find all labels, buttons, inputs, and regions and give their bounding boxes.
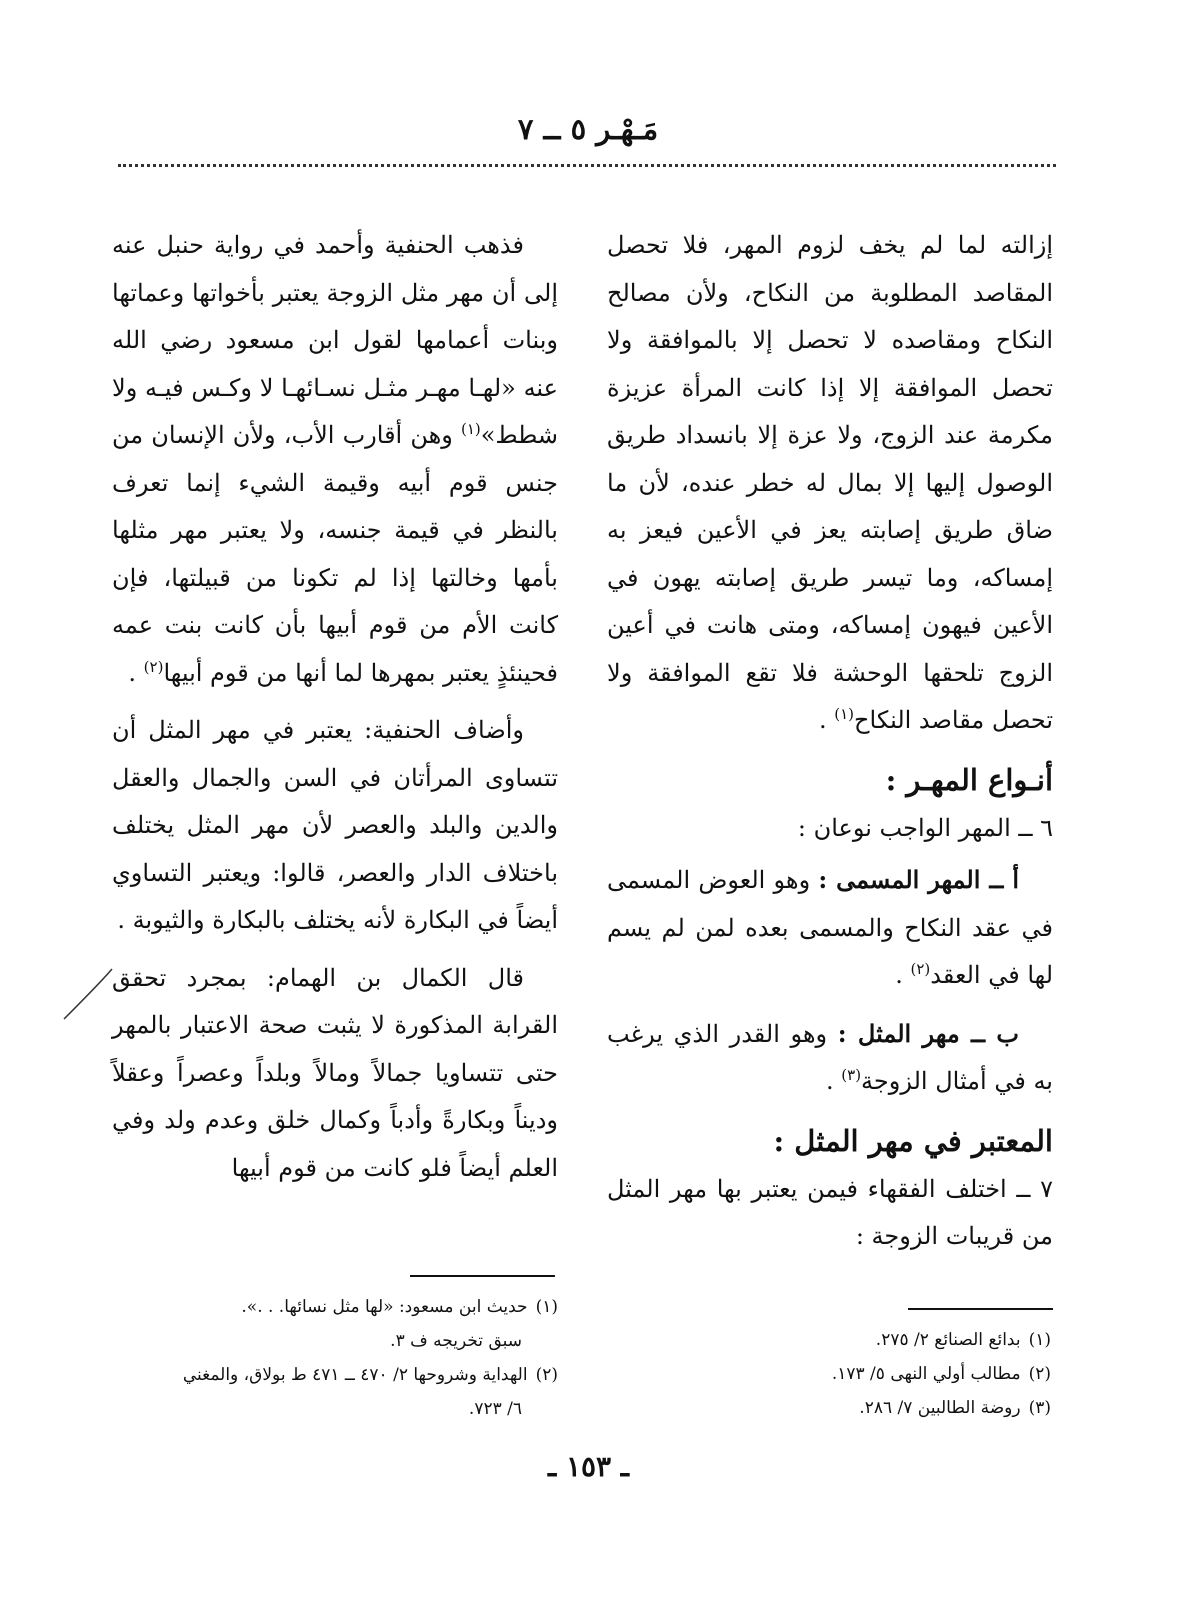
paragraph-text: وهن أقارب الأب، ولأن الإنسان من جنس قوم أبيه وقيمة الشيء إنما تعرف بالنظر في قيمة جنسه، ولا يعتبر مهر مثلها بأمها وخالتها إذا لم تكونا من قبيلتها، فإن كانت الأم من قوم أبيها بأن كانت بنت عمه فحينئذٍ يعتبر بمهرها لما أنها من قوم أبيها	[112, 421, 558, 687]
footnote-text: روضة الطالبين ٧/ ٢٨٦.	[859, 1398, 1021, 1418]
footnote-ref[interactable]: (١)	[460, 420, 481, 438]
footnote-number: (٣)	[1028, 1398, 1051, 1418]
footnotes-right	[601, 1323, 1051, 1425]
paragraph-text: فذهب الحنفية وأحمد في رواية حنبل عنه إلى أن مهر مثل الزوجة يعتبر بأخواتها وعماتها وبنات أعمامها لقول ابن مسعود رضي الله عنه «لهـا مهـر مثـل نسـائهـا لا وكـس فيـه ولا شطط»	[112, 231, 558, 449]
footnote-continuation: سبق تخريجه ف ٣.	[390, 1331, 522, 1351]
footnote-ref[interactable]: (٣)	[841, 1066, 862, 1084]
paragraph-text: وهو القدر الذي يرغب به في أمثال الزوجة	[607, 1019, 1053, 1095]
footnote-number: (١)	[1028, 1330, 1051, 1350]
term-label: أ ــ المهر المسمى :	[818, 865, 1019, 894]
paragraph: ٦ ــ المهر الواجب نوعان :	[797, 813, 1053, 842]
footnote	[601, 1323, 1051, 1357]
footnote-number: (٢)	[1028, 1364, 1051, 1384]
punctuation: .	[895, 961, 911, 989]
paragraph-text: إزالته لما لم يخف لزوم المهر، فلا تحصل المقاصد المطلوبة من النكاح، ولأن مصالح النكاح ومقاصده لا تحصل إلا بالموافقة ولا تحصل الموافقة إلا إذا كانت المرأة عزيزة مكرمة عند الزوج، ولا عزة إلا بانسداد طريق الوصول إليها إلا بمال له خطر عنده، لأن ما ضاق طريق إصابته يعز في الأعين فيعز به إمساكه، وما تيسر طريق إصابته يهون في الأعين فيهون إمساكه، ومتى هانت في أعين الزوج تلحقها الوحشة فلا تقع الموافقة ولا تحصل مقاصد النكاح	[607, 231, 1053, 734]
footnote	[601, 1357, 1051, 1391]
footnote-number: (١)	[535, 1297, 558, 1317]
running-header: مَـهْـر ٥ ــ ٧	[517, 112, 659, 146]
left-column	[112, 222, 558, 1202]
pen-mark-icon	[60, 965, 120, 1025]
page-number: ـ ١٥٣ ـ	[547, 1450, 630, 1483]
footnote-rule-left	[410, 1275, 555, 1277]
paragraph	[607, 856, 1053, 1000]
footnote-text: الهداية وشروحها ٢/ ٤٧٠ ــ ٤٧١ ط بولاق، والمغني	[182, 1365, 528, 1385]
footnote-rule-right	[908, 1308, 1053, 1310]
punctuation: .	[818, 706, 835, 734]
paragraph: وأضاف الحنفية: يعتبر في مهر المثل أن تتساوى المرأتان في السن والجمال والعقل والدين والبلد والعصر لأن مهر المثل يختلف باختلاف الدار والعصر، قالوا: ويعتبر التساوي أيضاً في البكارة لأنه يختلف بالبكارة والثيوبة .	[112, 716, 558, 934]
footnote-number: (٢)	[535, 1365, 558, 1385]
section-heading: المعتبر في مهر المثل :	[773, 1123, 1053, 1158]
footnote-ref[interactable]: (٢)	[143, 657, 164, 676]
section-heading: أنـواع المهـر :	[885, 762, 1053, 797]
paragraph: قال الكمال بن الهمام: بمجرد تحقق القرابة المذكورة لا يثبت صحة الاعتبار بالمهر حتى تتساويا جمالاً ومالاً وبلداً وعصراً وعقلاً وديناً وبكارةً وأدباً وكمال خلق وعدم ولد وفي العلم أيضاً فلو كانت من قوم أبيها	[112, 963, 558, 1182]
footnote	[108, 1290, 558, 1324]
footnote-text: حديث ابن مسعود: «لها مثل نسائها. . .».	[241, 1297, 528, 1317]
punctuation: .	[128, 658, 144, 687]
paragraph	[607, 222, 1053, 745]
footnotes-left	[108, 1290, 558, 1426]
footnote	[601, 1391, 1051, 1425]
paragraph	[607, 1010, 1053, 1106]
paragraph-text: وهو العوض المسمى في عقد النكاح والمسمى بعده لمن لم يسم لها في العقد	[607, 866, 1053, 989]
term-label: ب ــ مهر المثل :	[837, 1018, 1019, 1048]
footnote	[108, 1358, 558, 1392]
paragraph: ٧ ــ اختلف الفقهاء فيمن يعتبر بها مهر المثل من قريبات الزوجة :	[607, 1174, 1053, 1250]
footnote-ref[interactable]: (١)	[834, 705, 855, 723]
paragraph	[112, 222, 558, 697]
footnote-text: بدائع الصنائع ٢/ ٢٧٥.	[875, 1330, 1021, 1350]
footnote-continuation: ٦/ ٧٢٣.	[468, 1399, 522, 1419]
footnote-text: مطالب أولي النهى ٥/ ١٧٣.	[831, 1364, 1021, 1384]
punctuation: .	[826, 1067, 842, 1095]
right-column	[607, 222, 1053, 1271]
header-divider	[118, 164, 1056, 167]
footnote-ref[interactable]: (٢)	[910, 960, 931, 978]
